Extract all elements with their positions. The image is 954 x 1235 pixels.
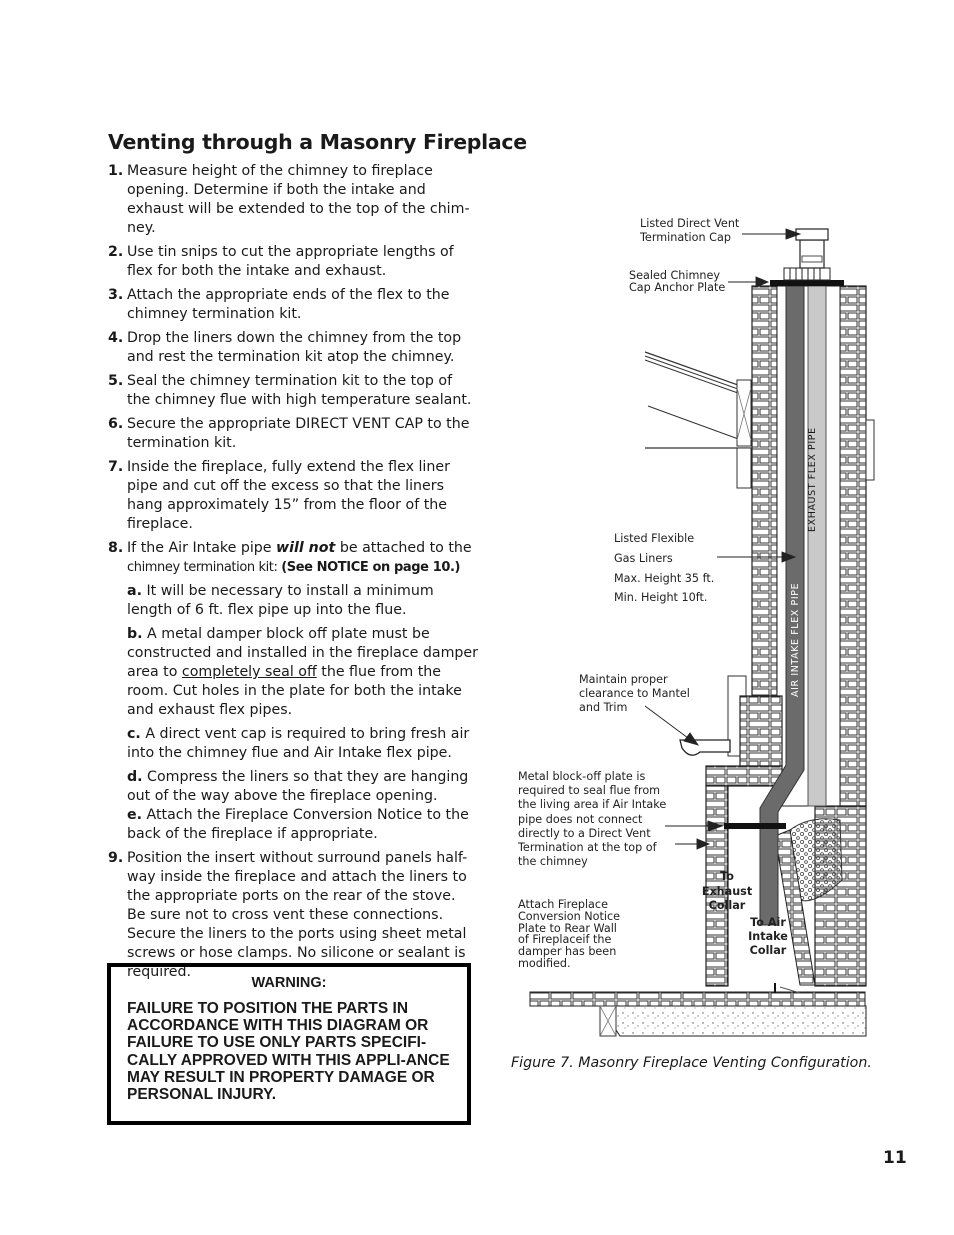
substep-text: A metal damper block off plate must be constructed and installed in the fireplace damper area to: [127, 626, 478, 680]
substep-text: It will be necessary to install a minimum length of 6 ft. flex pipe up into the flue.: [127, 583, 434, 618]
substep-text: Compress the liners so that they are hanging out of the way above the fireplace opening.: [127, 769, 469, 804]
roof-line: [645, 352, 752, 390]
warning-body: FAILURE TO POSITION THE PARTS IN ACCORDANCE WITH THIS DIAGRAM OR FAILURE TO USE ONLY PARTS SPECIFI-CALLY APPROVED WITH THIS APPLI-ANCE MAY RESULT IN PROPERTY DAMAGE OR PERSONAL INJURY.: [127, 1000, 450, 1104]
step-text: chimney termination kit:: [127, 560, 282, 575]
step-text: Secure the appropriate DIRECT VENT CAP to the termination kit.: [127, 416, 470, 451]
mantel-clearance-label: Maintain proper clearance to Mantel and Trim: [579, 673, 690, 714]
substep-text: A direct vent cap is required to bring fresh air into the chimney flue and Air Intake flex pipe.: [127, 726, 470, 761]
step-number: 2.: [108, 244, 124, 260]
exhaust-flex-pipe: [808, 286, 826, 806]
anchor-plate-label: Sealed Chimney Cap Anchor Plate: [629, 269, 726, 294]
firebox-left-brick: [740, 696, 782, 766]
substep-label: e.: [127, 807, 143, 823]
substep-underline: completely seal off: [181, 664, 317, 680]
intake-pipe-label: AIR INTAKE FLEX PIPE: [790, 582, 801, 697]
step-number: 3.: [108, 287, 124, 303]
step-text: Seal the chimney termination kit to the top of the chimney flue with high temperature sealant.: [127, 373, 472, 408]
step-number: 6.: [108, 416, 124, 432]
chimney-right-wall: [840, 286, 866, 806]
block-off-plate: [724, 823, 786, 829]
floor-slab: [600, 1006, 866, 1036]
termination-cap-label: Listed Direct Vent Termination Cap: [640, 217, 740, 244]
step-number: 9.: [108, 850, 124, 866]
step-text: Position the insert without surround panels half-way inside the fireplace and attach the liners to the appropriate ports on the rear of the stove. Be sure not to cross vent these connections. Secure the liners to the ports using sheet metal screws or hose clamps. No silicone or sealant is required.: [127, 850, 468, 980]
cap-anchor-plate: [770, 280, 844, 286]
step-emphasis: will not: [276, 540, 336, 556]
warning-title: WARNING:: [251, 975, 327, 991]
page-number: 11: [883, 1148, 907, 1168]
page-title: Venting through a Masonry Fireplace: [108, 130, 527, 154]
gas-liners-label: Listed Flexible Gas Liners Max. Height 35 ft. Min. Height 10ft.: [614, 532, 715, 605]
step-text: Drop the liners down the chimney from the top and rest the termination kit atop the chimney.: [127, 330, 462, 365]
step-text: Use tin snips to cut the appropriate lengths of flex for both the intake and exhaust.: [127, 244, 454, 279]
block-off-plate-label: Metal block-off plate is required to seal flue from the living area if Air Intake pipe does not connect directly to a Direct Vent Termination at the top of the chimney: [518, 770, 667, 869]
substep-label: c.: [127, 726, 141, 742]
intake-collar-label: To Air Intake Collar: [748, 916, 788, 958]
exhaust-collar-label: To Exhaust Collar: [701, 870, 753, 912]
notice-reference: (See NOTICE on page 10.): [281, 560, 461, 575]
step-number: 7.: [108, 459, 124, 475]
step-number: 5.: [108, 373, 124, 389]
floor-boards: [530, 992, 865, 1006]
intake-lower-pipe: [760, 825, 778, 925]
figure-caption: Figure 7. Masonry Fireplace Venting Configuration.: [511, 1055, 872, 1071]
conversion-notice-label: Attach Fireplace Conversion Notice Plate to Rear Wall of Fireplaceif the damper has been modified.: [518, 898, 621, 970]
exhaust-pipe-label: EXHAUST FLEX PIPE: [807, 427, 818, 532]
step-text: Inside the fireplace, fully extend the flex liner pipe and cut off the excess so that the liners hang approximately 15” from the floor of the fireplace.: [127, 459, 450, 532]
step-text: If the Air Intake pipe: [127, 540, 277, 556]
substep-text: the flue from the room. Cut holes in the plate for both the intake and exhaust flex pipes.: [127, 664, 462, 718]
substep-label: a.: [127, 583, 142, 599]
step-text: Attach the appropriate ends of the flex to the chimney termination kit.: [127, 287, 450, 322]
step-number: 4.: [108, 330, 124, 346]
step-text: Measure height of the chimney to fireplace opening. Determine if both the intake and exhaust will be extended to the top of the chim-ney.: [127, 163, 470, 236]
substep-label: b.: [127, 626, 143, 642]
substep-text: Attach the Fireplace Conversion Notice to the back of the fireplace if appropriate.: [127, 807, 469, 842]
chimney-left-wall: [752, 286, 777, 746]
termination-cap: [800, 240, 824, 268]
step-text: be attached to the: [335, 540, 472, 556]
step-number: 1.: [108, 163, 124, 179]
substep-label: d.: [127, 769, 143, 785]
step-number: 8.: [108, 540, 124, 556]
termination-cap-base: [784, 268, 830, 280]
exterior-wall: [866, 420, 874, 480]
